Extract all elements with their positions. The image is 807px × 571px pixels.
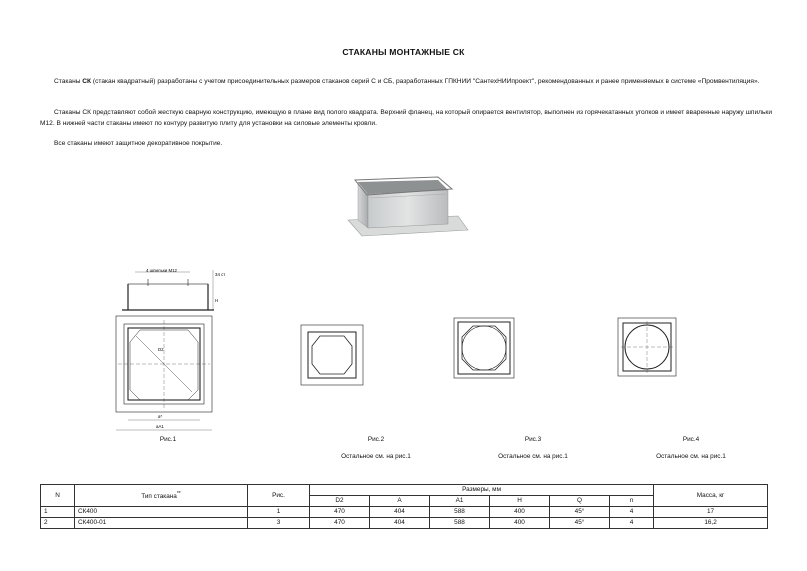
cell-q: 45°: [550, 507, 610, 518]
table-row: [41, 518, 768, 529]
cell-a1: 588: [430, 507, 490, 518]
figure-2-label: Рис.2: [367, 436, 385, 443]
cell-h: 400: [490, 518, 550, 529]
table-header-row: [41, 485, 768, 496]
figure-3-label: Рис.3: [524, 436, 542, 443]
header-type-text: Тип стакана: [141, 493, 177, 501]
page-title: СТАКАНЫ МОНТАЖНЫЕ СК: [342, 47, 465, 57]
cell-type: СК400: [75, 507, 248, 518]
table-row: [41, 507, 768, 518]
cell-a: 404: [370, 518, 430, 529]
dim-d2: D2: [158, 347, 164, 352]
header-n: N: [41, 485, 75, 507]
subheader-n: n: [610, 496, 654, 507]
cell-nn: 4: [610, 507, 654, 518]
paragraph-coating: [40, 139, 772, 150]
cell-h: 400: [490, 507, 550, 518]
cell-a: 404: [370, 507, 430, 518]
figure-2-note: Остальное см. на рис.1: [341, 453, 411, 460]
subheader-d2: D2: [310, 496, 370, 507]
cell-nn: 4: [610, 518, 654, 529]
dim-h: H: [215, 298, 219, 303]
paragraph-intro-post: (стакан квадратный) разработаны с учетом присоединительных размеров стаканов серий С и СБ, разработанных ГПКНИИ "СантехНИИпроект", рекомендованных и ранее применяемых в системе «Промвентиляция».: [91, 78, 760, 85]
specs-table: [40, 484, 768, 529]
cell-fig: 1: [248, 507, 310, 518]
header-type-sup: **: [176, 490, 181, 497]
subheader-h: H: [490, 496, 550, 507]
paragraph-intro-pre: Стаканы: [54, 78, 83, 85]
paragraph-intro: [40, 77, 772, 88]
figure-1-drawing: [110, 262, 226, 437]
header-dims: Размеры, мм: [310, 485, 654, 496]
cell-mass: 17: [654, 507, 768, 518]
subheader-a1: A1: [430, 496, 490, 507]
cell-type: СК400-01: [75, 518, 248, 529]
header-fig: Рис.: [248, 485, 310, 507]
header-type: [75, 485, 248, 507]
cell-d2: 470: [310, 518, 370, 529]
cell-d2: 470: [310, 507, 370, 518]
dim-a1: aA1: [156, 424, 164, 429]
figure-4-label: Рис.4: [682, 436, 700, 443]
paragraph-construction: [40, 108, 772, 129]
product-photo: [340, 172, 470, 242]
cell-q: 45°: [550, 518, 610, 529]
dim-a: a*: [158, 414, 163, 419]
dim-top: 34 ст: [215, 272, 226, 277]
dim-stud: 4 шпильки М12: [146, 268, 177, 273]
paragraph-coating-text: Все стаканы имеют защитное декоративное покрытие.: [54, 140, 223, 147]
figure-4-note: Остальное см. на рис.1: [656, 453, 726, 460]
cell-mass: 16,2: [654, 518, 768, 529]
cell-fig: 3: [248, 518, 310, 529]
figure-3-drawing: [453, 317, 515, 379]
figure-3-note: Остальное см. на рис.1: [498, 453, 568, 460]
figure-1-label: Рис.1: [159, 436, 177, 443]
cell-a1: 588: [430, 518, 490, 529]
figure-4-drawing: [617, 317, 677, 377]
header-mass: Масса, кг: [654, 485, 768, 507]
paragraph-construction-text: Стаканы СК представляют собой жесткую сварную конструкцию, имеющую в плане вид полого квадрата. Верхний фланец, на который опирается вентилятор, выполнен из горячекатанных уголков и имеет вваренные наружу шпильки М12. В нижней части стаканы имеют по контуру развитую плиту для установки на силовые элементы кровли.: [40, 109, 772, 127]
cell-n: 1: [41, 507, 75, 518]
subheader-q: Q: [550, 496, 610, 507]
cell-n: 2: [41, 518, 75, 529]
figure-2-drawing: [300, 324, 364, 386]
paragraph-intro-bold: СК: [82, 78, 92, 85]
subheader-a: A: [370, 496, 430, 507]
